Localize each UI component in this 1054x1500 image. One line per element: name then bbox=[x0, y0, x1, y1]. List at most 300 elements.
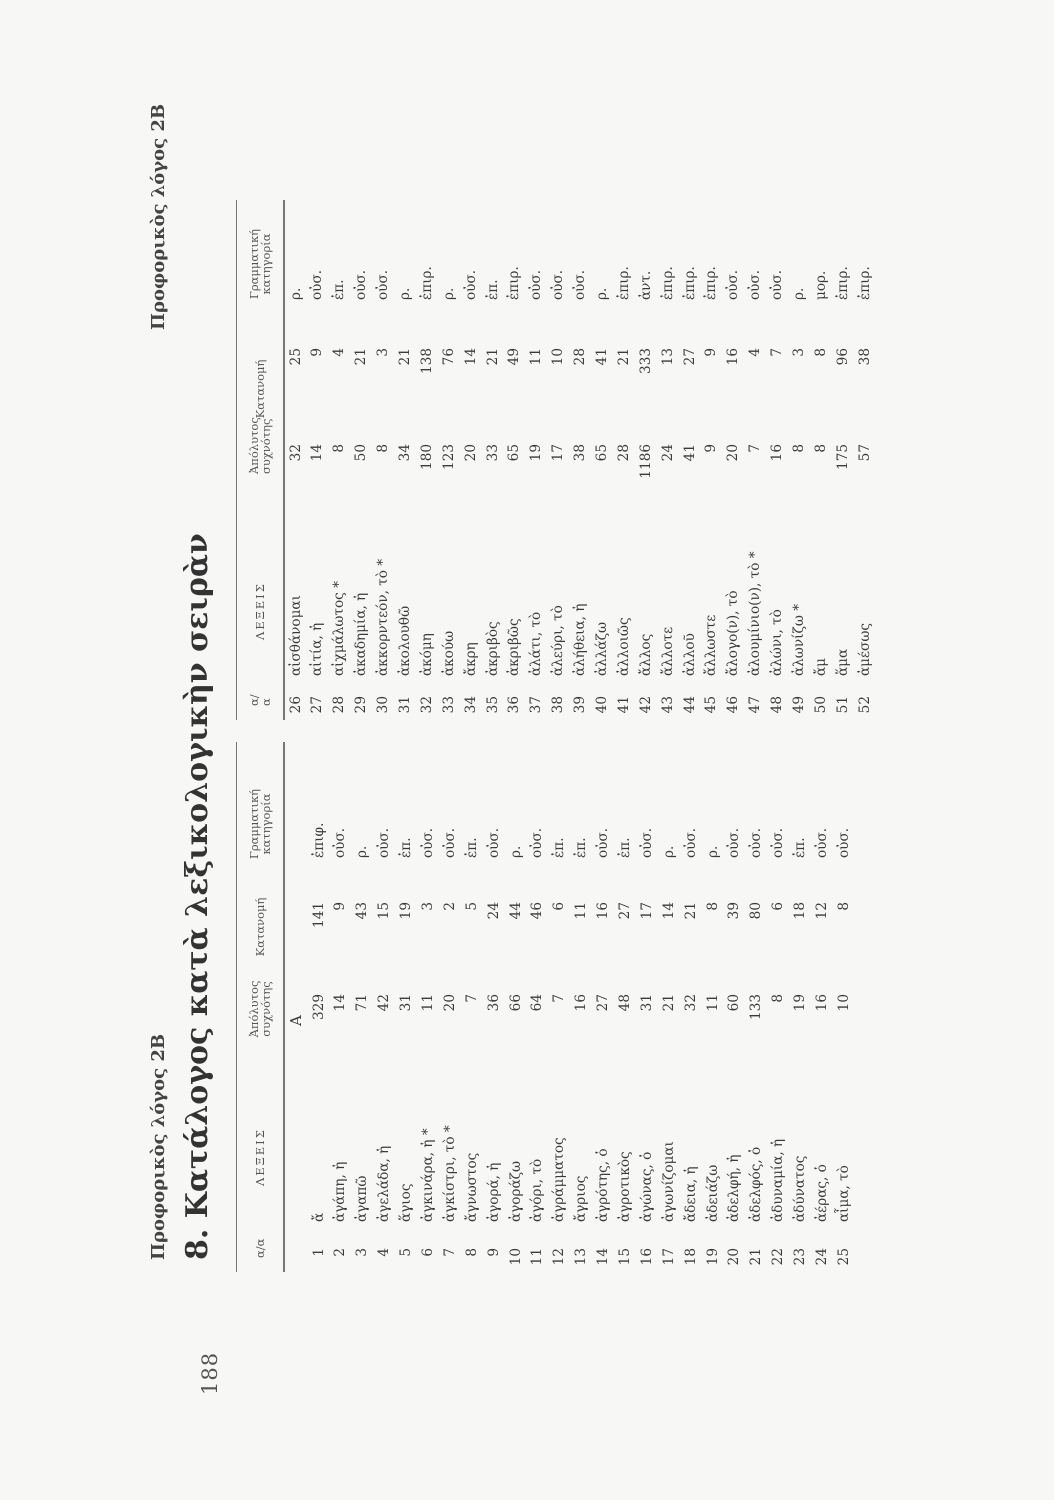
row-number: 26 bbox=[287, 696, 304, 714]
row-number: 46 bbox=[725, 696, 742, 714]
row-distribution: 44 bbox=[507, 902, 524, 920]
row-number: 19 bbox=[704, 1248, 721, 1266]
row-distribution: 7 bbox=[769, 348, 786, 357]
row-word: ἀγαπῶ bbox=[354, 1175, 371, 1222]
row-word: ἀγκίστρι, τὸ * bbox=[441, 1125, 458, 1222]
table-row bbox=[766, 200, 788, 720]
row-word: αἰσθάνομαι bbox=[287, 595, 304, 676]
row-distribution: 41 bbox=[594, 348, 610, 366]
row-word: ἀγορά, ἡ bbox=[485, 1162, 502, 1222]
row-frequency: 7 bbox=[747, 444, 764, 453]
row-category: ἐπιρ. bbox=[834, 266, 851, 300]
row-number: 11 bbox=[529, 1248, 546, 1266]
row-distribution: 141 bbox=[310, 902, 327, 928]
row-distribution: 4 bbox=[747, 348, 764, 357]
row-category: ἐπ. bbox=[463, 837, 480, 858]
row-number: 45 bbox=[703, 696, 720, 714]
row-distribution: 333 bbox=[637, 348, 654, 374]
row-distribution: 15 bbox=[376, 902, 393, 920]
row-distribution: 25 bbox=[287, 348, 304, 366]
row-number: 37 bbox=[528, 696, 545, 714]
row-category: ρ. bbox=[287, 287, 304, 300]
row-distribution: 96 bbox=[834, 348, 851, 366]
row-category: οὐσ. bbox=[485, 827, 502, 858]
row-distribution: 21 bbox=[396, 348, 413, 366]
header-dist: Κατανομή bbox=[253, 359, 268, 419]
header-word: ΛΕΞΕΙΣ bbox=[253, 582, 268, 640]
row-category: ἐπ. bbox=[792, 837, 809, 858]
row-word: ἀλουμίνιο(ν), τὸ * bbox=[747, 551, 764, 676]
row-word: ἅγιος bbox=[398, 1183, 415, 1222]
row-word: ἀέρας, ὁ bbox=[814, 1164, 831, 1222]
section-letter: Α bbox=[287, 1015, 306, 1026]
row-word: αἷμα, τὸ bbox=[835, 1165, 852, 1222]
table-row bbox=[744, 200, 766, 720]
row-number: 34 bbox=[462, 696, 479, 714]
table-row bbox=[329, 742, 351, 1272]
row-number: 43 bbox=[659, 696, 676, 714]
row-frequency: 33 bbox=[484, 444, 501, 462]
row-category: οὐσ. bbox=[725, 269, 742, 300]
row-number: 35 bbox=[484, 696, 501, 714]
row-frequency: 9 bbox=[703, 444, 720, 453]
row-frequency: 34 bbox=[396, 444, 413, 462]
row-category: οὐσ. bbox=[572, 269, 589, 300]
row-frequency: 329 bbox=[310, 994, 327, 1020]
table-row bbox=[505, 742, 527, 1272]
table-row bbox=[395, 742, 417, 1272]
row-distribution: 14 bbox=[660, 902, 677, 920]
row-frequency: 8 bbox=[375, 444, 392, 453]
header-freq: Ἀπόλυτος συχνότης bbox=[247, 980, 274, 1038]
row-distribution: 16 bbox=[725, 348, 742, 366]
row-distribution: 80 bbox=[748, 902, 765, 920]
row-number: 16 bbox=[638, 1248, 655, 1266]
row-distribution: 9 bbox=[332, 902, 349, 911]
row-word: ἄγριος bbox=[573, 1175, 590, 1222]
row-frequency: 10 bbox=[835, 994, 852, 1012]
row-word: ἄμ bbox=[812, 657, 829, 676]
table-row bbox=[308, 742, 330, 1272]
row-number: 41 bbox=[615, 696, 632, 714]
row-distribution: 43 bbox=[354, 902, 371, 920]
row-category: μορ. bbox=[812, 270, 829, 300]
table-row bbox=[635, 200, 657, 720]
row-number: 50 bbox=[812, 696, 829, 714]
row-distribution: 6 bbox=[551, 902, 568, 911]
table-row bbox=[833, 742, 855, 1272]
row-word: ἄλλος bbox=[637, 633, 654, 676]
row-word: ἀκολουθῶ bbox=[396, 605, 413, 676]
row-category: ρ. bbox=[704, 845, 721, 858]
table-row bbox=[767, 742, 789, 1272]
row-category: οὐσ. bbox=[550, 269, 567, 300]
row-number: 52 bbox=[856, 696, 873, 714]
table-row bbox=[351, 742, 373, 1272]
table-row bbox=[702, 742, 724, 1272]
row-category: οὐσ. bbox=[528, 269, 545, 300]
row-frequency: 133 bbox=[748, 994, 765, 1020]
row-distribution: 14 bbox=[462, 348, 479, 366]
page-number: 188 bbox=[198, 1351, 222, 1395]
row-number: 6 bbox=[419, 1248, 436, 1257]
row-word: ἀγράμματος bbox=[551, 1137, 568, 1222]
row-number: 18 bbox=[682, 1248, 699, 1266]
table-row bbox=[724, 742, 746, 1272]
row-distribution: 138 bbox=[418, 348, 435, 374]
row-word: ἀδελφός, ὁ bbox=[748, 1146, 765, 1222]
row-distribution: 46 bbox=[529, 902, 546, 920]
row-category: ἐπιρ. bbox=[615, 266, 632, 300]
table-row bbox=[525, 200, 547, 720]
table-row bbox=[417, 742, 439, 1272]
row-frequency: 180 bbox=[418, 444, 435, 470]
row-category: οὐσ. bbox=[529, 827, 546, 858]
row-word: ἀλεύρι, τὸ bbox=[550, 605, 567, 676]
row-category: ρ. bbox=[660, 845, 677, 858]
row-distribution: 3 bbox=[375, 348, 392, 357]
row-word: ἀκούω bbox=[440, 630, 457, 676]
table-row bbox=[745, 742, 767, 1272]
row-distribution: 27 bbox=[681, 348, 698, 366]
row-word: ἀλήθεια, ἡ bbox=[572, 603, 589, 676]
row-number: 33 bbox=[440, 696, 457, 714]
row-frequency: 65 bbox=[506, 444, 523, 462]
row-category: οὐσ. bbox=[769, 269, 786, 300]
row-number: 7 bbox=[441, 1248, 458, 1257]
row-distribution: 10 bbox=[550, 348, 567, 366]
row-frequency: 42 bbox=[376, 994, 393, 1012]
row-frequency: 16 bbox=[769, 444, 786, 462]
table-row bbox=[548, 742, 570, 1272]
row-frequency: 20 bbox=[441, 994, 458, 1012]
row-word: ἀκριβῶς bbox=[506, 618, 523, 676]
row-frequency: 14 bbox=[332, 994, 349, 1012]
row-word: ἄ bbox=[310, 1212, 327, 1222]
row-category: ρ. bbox=[791, 287, 808, 300]
row-frequency: 28 bbox=[615, 444, 632, 462]
row-number: 17 bbox=[660, 1248, 677, 1266]
row-number: 36 bbox=[506, 696, 523, 714]
row-frequency: 64 bbox=[529, 994, 546, 1012]
table-row bbox=[591, 200, 613, 720]
row-category: ἐπιρ. bbox=[703, 266, 720, 300]
row-distribution: 28 bbox=[572, 348, 589, 366]
row-frequency: 7 bbox=[551, 994, 568, 1003]
row-word: ἀδελφή, ἡ bbox=[726, 1154, 743, 1222]
table-row bbox=[569, 200, 591, 720]
row-word: ἀλλοῦ bbox=[681, 633, 698, 676]
row-number: 40 bbox=[594, 696, 610, 714]
header-dist: Κατανομή bbox=[253, 897, 268, 957]
header-freq: Ἀπόλυτος συχνότης bbox=[247, 417, 274, 474]
word-table-left bbox=[236, 742, 855, 1272]
table-row bbox=[679, 200, 701, 720]
table-row bbox=[504, 200, 526, 720]
row-word: ἄγνωστος bbox=[463, 1152, 480, 1222]
row-distribution: 11 bbox=[528, 348, 545, 366]
row-distribution: 21 bbox=[682, 902, 699, 920]
row-number: 1 bbox=[310, 1248, 327, 1257]
row-word: ἀγελάδα, ἡ bbox=[376, 1145, 393, 1222]
row-word: ἄλογο(ν), τὸ bbox=[725, 590, 742, 676]
row-category: οὐσ. bbox=[441, 827, 458, 858]
row-distribution: 16 bbox=[595, 902, 612, 920]
row-distribution: 3 bbox=[791, 348, 808, 357]
header-word: ΛΕΞΕΙΣ bbox=[253, 1128, 268, 1186]
row-distribution: 3 bbox=[419, 902, 436, 911]
row-number: 42 bbox=[637, 696, 654, 714]
table-row bbox=[416, 200, 438, 720]
row-word: ἀδύνατος bbox=[792, 1155, 809, 1222]
row-word: ἅμα bbox=[834, 648, 851, 676]
row-word: ἀγκινάρα, ἡ * bbox=[419, 1128, 436, 1222]
row-word: ἀγόρι, τὸ bbox=[529, 1158, 546, 1222]
row-category: οὐσ. bbox=[814, 827, 831, 858]
row-frequency: 8 bbox=[791, 444, 808, 453]
row-frequency: 36 bbox=[485, 994, 502, 1012]
row-frequency: 60 bbox=[726, 994, 743, 1012]
row-distribution: 8 bbox=[704, 902, 721, 911]
row-category: οὐσ. bbox=[419, 827, 436, 858]
row-number: 51 bbox=[834, 696, 851, 714]
section-letter-row bbox=[285, 742, 308, 1272]
row-category: οὐσ. bbox=[747, 269, 764, 300]
table-body bbox=[285, 200, 876, 720]
row-word: ἀκριβὸς bbox=[484, 621, 501, 676]
table-row bbox=[328, 200, 350, 720]
row-frequency: 8 bbox=[331, 444, 348, 453]
row-word: ἄκρη bbox=[462, 642, 479, 676]
row-category: οὐσ. bbox=[726, 827, 743, 858]
row-frequency: 175 bbox=[834, 444, 851, 470]
row-word: ἄδεια, ἡ bbox=[682, 1166, 699, 1222]
row-word: ἀλλοιῶς bbox=[615, 617, 632, 676]
table-header bbox=[237, 742, 283, 1272]
row-number: 39 bbox=[572, 696, 589, 714]
row-frequency: 1186 bbox=[637, 444, 654, 479]
table-row bbox=[438, 200, 460, 720]
row-frequency: 71 bbox=[354, 994, 371, 1012]
row-frequency: 7 bbox=[463, 994, 480, 1003]
row-distribution: 12 bbox=[814, 902, 831, 920]
table-row bbox=[636, 742, 658, 1272]
row-number: 5 bbox=[398, 1248, 415, 1257]
row-frequency: 19 bbox=[528, 444, 545, 462]
table-row bbox=[527, 742, 549, 1272]
row-distribution: 21 bbox=[484, 348, 501, 366]
row-number: 15 bbox=[617, 1248, 633, 1266]
row-number: 22 bbox=[770, 1248, 787, 1266]
row-distribution: 8 bbox=[835, 902, 852, 911]
row-distribution: 9 bbox=[309, 348, 326, 357]
row-number: 21 bbox=[748, 1248, 765, 1266]
row-category: οὐσ. bbox=[375, 269, 392, 300]
row-word: ἀκαδημία, ἡ bbox=[353, 592, 370, 676]
row-number: 38 bbox=[550, 696, 567, 714]
table-row bbox=[613, 200, 635, 720]
row-category: οὐσ. bbox=[682, 827, 699, 858]
row-word: ἀγοράζω bbox=[507, 1160, 524, 1222]
table-row bbox=[570, 742, 592, 1272]
running-head-right: Προφορικὸς λόγος 2Β bbox=[148, 103, 169, 330]
row-category: οὐσ. bbox=[638, 827, 655, 858]
row-frequency: 41 bbox=[681, 444, 698, 462]
row-category: οὐσ. bbox=[353, 269, 370, 300]
row-number: 8 bbox=[463, 1248, 480, 1257]
row-frequency: 65 bbox=[594, 444, 610, 462]
row-category: ἐπ. bbox=[573, 837, 590, 858]
row-frequency: 27 bbox=[595, 994, 612, 1012]
row-number: 30 bbox=[375, 696, 392, 714]
running-head-left: Προφορικὸς λόγος 2Β bbox=[148, 1033, 169, 1260]
table-row bbox=[439, 742, 461, 1272]
row-number: 29 bbox=[353, 696, 370, 714]
row-number: 12 bbox=[551, 1248, 568, 1266]
row-word: ἀγάπη, ἡ bbox=[332, 1161, 349, 1222]
row-frequency: 48 bbox=[617, 994, 633, 1012]
row-word: ἀλλάζω bbox=[594, 621, 610, 676]
table-row bbox=[811, 742, 833, 1272]
row-number: 47 bbox=[747, 696, 764, 714]
row-frequency: 38 bbox=[572, 444, 589, 462]
table-body bbox=[308, 742, 855, 1272]
row-word: ἀκόμη bbox=[418, 633, 435, 676]
row-distribution: 19 bbox=[398, 902, 415, 920]
header-cat: Γραμματική κατηγορία bbox=[247, 788, 274, 860]
table-row bbox=[285, 200, 307, 720]
row-number: 2 bbox=[332, 1248, 349, 1257]
row-number: 27 bbox=[309, 696, 326, 714]
row-category: οὐσ. bbox=[309, 269, 326, 300]
row-number: 31 bbox=[396, 696, 413, 714]
row-number: 10 bbox=[507, 1248, 524, 1266]
row-category: ἀντ. bbox=[637, 270, 654, 300]
row-word: ἀγροτικὸς bbox=[617, 1151, 633, 1222]
row-category: οὐσ. bbox=[748, 827, 765, 858]
table-row bbox=[373, 742, 395, 1272]
row-number: 13 bbox=[573, 1248, 590, 1266]
row-category: οὐσ. bbox=[376, 827, 393, 858]
table-row bbox=[482, 200, 504, 720]
row-frequency: 20 bbox=[462, 444, 479, 462]
row-word: ἄλλωστε bbox=[703, 614, 720, 676]
row-frequency: 57 bbox=[856, 444, 873, 462]
table-row bbox=[592, 742, 614, 1272]
table-row bbox=[547, 200, 569, 720]
row-word: ἀλωνίζω * bbox=[791, 603, 808, 676]
row-category: ἐπιφ. bbox=[310, 822, 327, 858]
row-frequency: 24 bbox=[659, 444, 676, 462]
table-row bbox=[350, 200, 372, 720]
table-row bbox=[657, 200, 679, 720]
row-number: 3 bbox=[354, 1248, 371, 1257]
row-category: ἐπιρ. bbox=[506, 266, 523, 300]
row-distribution: 18 bbox=[792, 902, 809, 920]
table-row bbox=[614, 742, 636, 1272]
row-distribution: 9 bbox=[703, 348, 720, 357]
row-frequency: 14 bbox=[309, 444, 326, 462]
row-frequency: 16 bbox=[573, 994, 590, 1012]
row-frequency: 50 bbox=[353, 444, 370, 462]
row-number: 48 bbox=[769, 696, 786, 714]
table-row bbox=[306, 200, 328, 720]
row-frequency: 8 bbox=[812, 444, 829, 453]
row-frequency: 32 bbox=[287, 444, 304, 462]
page-title: 8. Κατάλογος κατὰ λεξικολογικὴν σειρὰν bbox=[180, 533, 215, 1260]
row-number: 4 bbox=[376, 1248, 393, 1257]
table-row bbox=[394, 200, 416, 720]
row-distribution: 24 bbox=[485, 902, 502, 920]
row-category: οὐσ. bbox=[770, 827, 787, 858]
row-category: ἐπιρ. bbox=[681, 266, 698, 300]
table-row bbox=[483, 742, 505, 1272]
row-category: ἐπ. bbox=[484, 279, 501, 300]
word-table-right bbox=[236, 200, 876, 720]
row-category: ρ. bbox=[507, 845, 524, 858]
row-distribution: 49 bbox=[506, 348, 523, 366]
row-category: οὐσ. bbox=[835, 827, 852, 858]
row-category: ἐπιρ. bbox=[418, 266, 435, 300]
row-category: ρ. bbox=[594, 287, 610, 300]
row-number: 28 bbox=[331, 696, 348, 714]
row-word: ἄλλοτε bbox=[659, 626, 676, 676]
table-row bbox=[722, 200, 744, 720]
row-word: ἀγώνας, ὁ bbox=[638, 1151, 655, 1222]
row-distribution: 39 bbox=[726, 902, 743, 920]
row-frequency: 123 bbox=[440, 444, 457, 470]
table-row bbox=[789, 742, 811, 1272]
row-number: 20 bbox=[726, 1248, 743, 1266]
row-word: αἰτία, ἡ bbox=[309, 622, 326, 676]
table-row bbox=[461, 742, 483, 1272]
row-word: ἀλώνι, τὸ bbox=[769, 609, 786, 676]
row-number: 9 bbox=[485, 1248, 502, 1257]
table-row bbox=[701, 200, 723, 720]
row-number: 25 bbox=[835, 1248, 852, 1266]
row-distribution: 38 bbox=[856, 348, 873, 366]
table-row bbox=[832, 200, 854, 720]
row-category: οὐσ. bbox=[462, 269, 479, 300]
row-frequency: 11 bbox=[704, 994, 721, 1012]
header-cat: Γραμματική κατηγορία bbox=[247, 228, 274, 300]
table-row bbox=[788, 200, 810, 720]
row-category: ρ. bbox=[440, 287, 457, 300]
row-distribution: 76 bbox=[440, 348, 457, 366]
row-frequency: 31 bbox=[398, 994, 415, 1012]
row-word: ἀγωνίζομαι bbox=[660, 1141, 677, 1222]
row-frequency: 19 bbox=[792, 994, 809, 1012]
row-word: ἀδυναμία, ἡ bbox=[770, 1138, 787, 1222]
row-frequency: 66 bbox=[507, 994, 524, 1012]
table-row bbox=[680, 742, 702, 1272]
row-word: ἀμέσως bbox=[856, 622, 873, 676]
row-frequency: 21 bbox=[660, 994, 677, 1012]
row-number: 23 bbox=[792, 1248, 809, 1266]
row-category: ἐπιρ. bbox=[856, 266, 873, 300]
row-distribution: 17 bbox=[638, 902, 655, 920]
row-distribution: 27 bbox=[617, 902, 633, 920]
row-number: 32 bbox=[418, 696, 435, 714]
row-distribution: 5 bbox=[463, 902, 480, 911]
row-word: ἀκκορντεόν, τὸ * bbox=[375, 558, 392, 676]
row-number: 44 bbox=[681, 696, 698, 714]
row-distribution: 21 bbox=[615, 348, 632, 366]
row-distribution: 6 bbox=[770, 902, 787, 911]
row-distribution: 8 bbox=[812, 348, 829, 357]
row-word: ἀγρότης, ὁ bbox=[595, 1148, 612, 1222]
row-distribution: 13 bbox=[659, 348, 676, 366]
